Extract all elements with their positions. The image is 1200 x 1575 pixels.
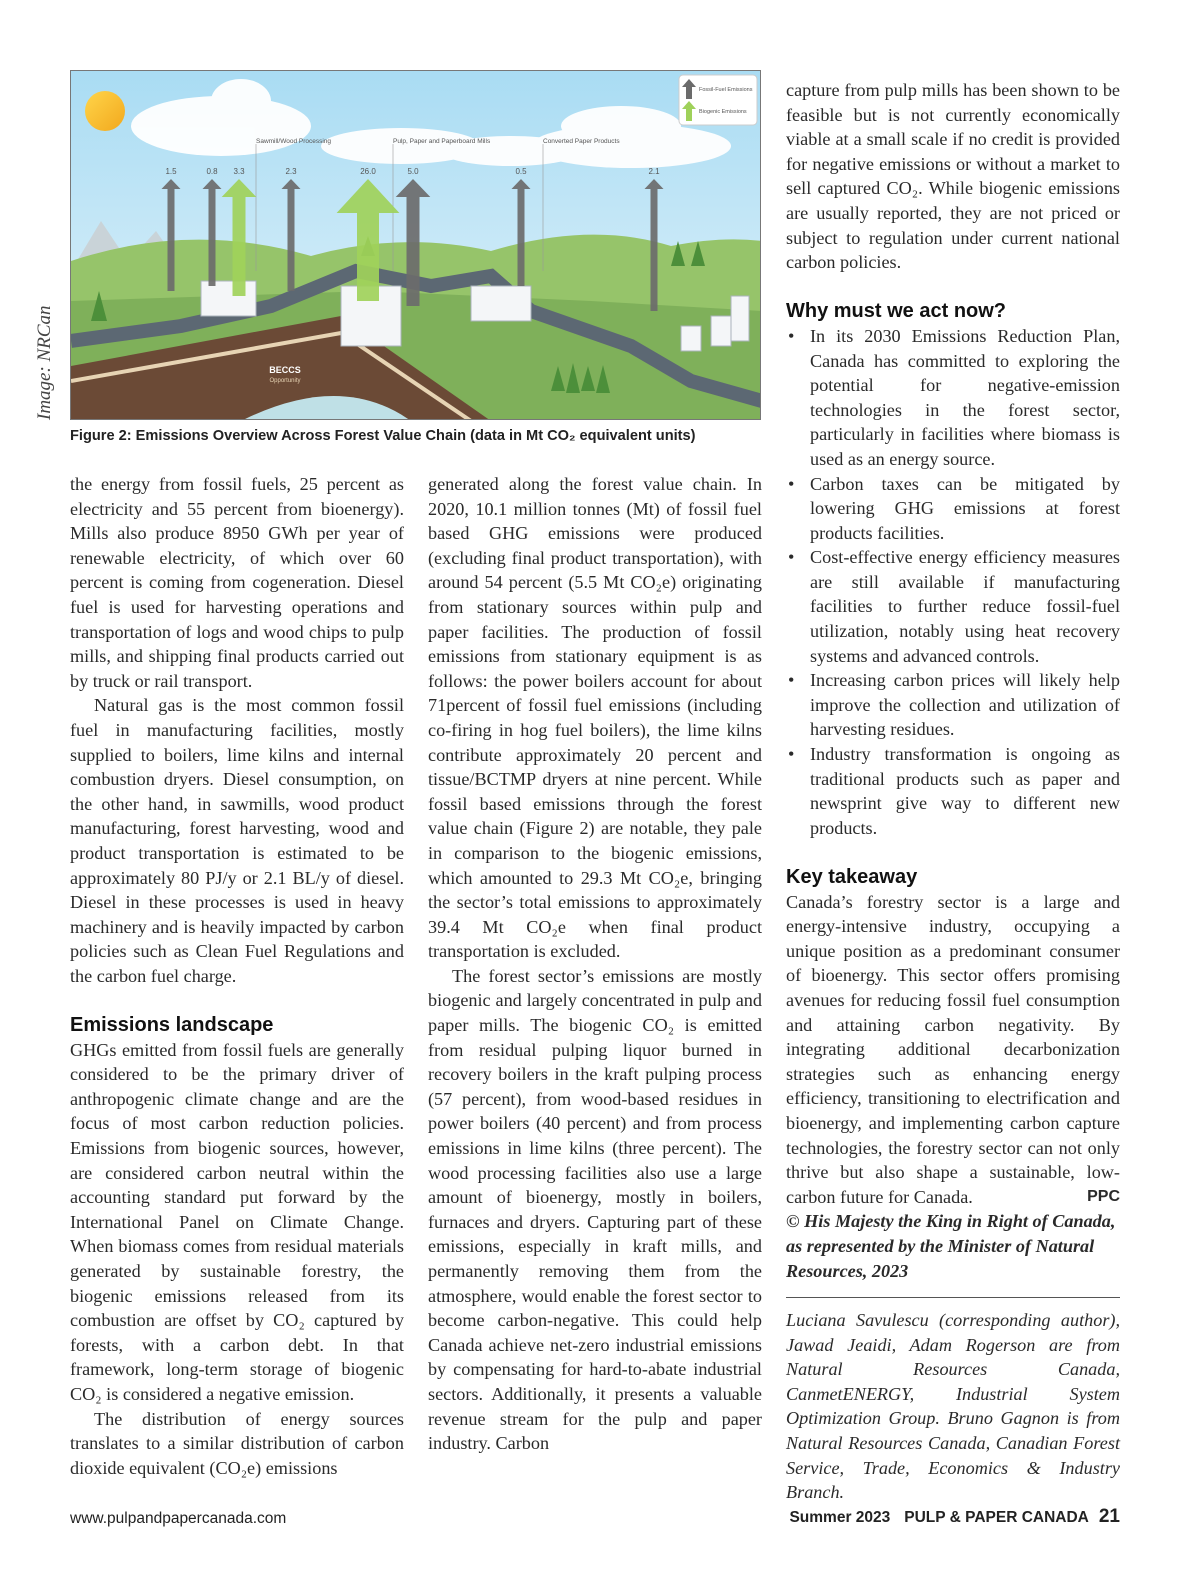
- footer-website-link[interactable]: www.pulpandpapercanada.com: [70, 1510, 287, 1527]
- list-item: [786, 668, 1120, 742]
- bullet-icon: •: [788, 744, 795, 765]
- paragraph: the energy from fossil fuels, 25 percent as electricity and 55 percent from bioenergy). Mills also produce 8950 GWh per year of renewable electricity, of which over 60 percent is coming from cogeneration. Diesel fuel is used for harvesting operations and transportation of logs and wood chips to pulp mills, and shipping final products carried out by truck or rail transport.: [70, 474, 404, 691]
- emission-value-label: 2.1: [648, 167, 660, 176]
- emissions-figure: [70, 70, 761, 420]
- list-item: [786, 324, 1120, 472]
- emission-value-label: 0.5: [515, 167, 527, 176]
- sun-icon: [85, 91, 125, 131]
- paragraph: The forest sector’s emissions are mostly biogenic and largely concentrated in pulp and paper mills. The biogenic CO₂ is emitted from residual pulping liquor burned in recovery boilers in the kraft pulping process (57 percent), from wood-based residues in power boilers (40 percent) and from process emissions in lime kilns (three percent). The wood processing facilities also use a large amount of bioenergy, mostly in boilers, furnaces and dryers. Capturing part of these emissions, especially in kraft mills, and permanently removing them from the atmosphere, would enable the forest sector to become carbon-negative. This could help Canada achieve net-zero industrial emissions by compensating for hard-to-abate industrial sectors. Additionally, it presents a valuable revenue stream for the pulp and paper industry. Carbon: [428, 965, 762, 1454]
- issue-date: Summer 2023: [789, 1509, 891, 1526]
- emission-value-label: 26.0: [360, 167, 376, 176]
- section-heading-key-takeaway: Key takeaway: [786, 866, 918, 888]
- paragraph: generated along the forest value chain. In 2020, 10.1 million tonnes (Mt) of fossil fuel based GHG emissions were produced (excluding final product transportation), with around 54 percent (5.5 Mt CO₂e) originating from stationary sources within pulp and paper facilities. The production of fossil emissions from stationary equipment is as follows: the power boilers account for about 71percent of fossil fuel emissions (including co-firing in hog fuel boilers), the lime kilns contribute approximately 20 percent and tissue/BCTMP dryers at nine percent. While fossil based emissions through the forest value chain (Figure 2) are notable, they pale in comparison to the biogenic emissions, which amounted to 29.3 Mt CO₂e, bringing the sector’s total emissions to approximately 39.4 Mt CO₂e when final product transportation is excluded.: [428, 474, 762, 962]
- list-item-text: Increasing carbon prices will likely help improve the collection and utilization of harvesting residues.: [810, 670, 1120, 740]
- emission-value-label: 3.3: [233, 167, 245, 176]
- list-item: [786, 545, 1120, 668]
- figure-caption: Figure 2: Emissions Overview Across Forest Value Chain (data in Mt CO₂ equivalent units): [70, 428, 696, 444]
- list-item: [786, 742, 1120, 840]
- divider: [786, 1297, 1120, 1298]
- legend-fossil: Fossil-Fuel Emissions: [699, 87, 753, 93]
- list-item-text: Industry transformation is ongoing as traditional products such as paper and newsprint give way to different new products.: [810, 744, 1120, 838]
- emission-value-label: 0.8: [206, 167, 218, 176]
- emission-value-label: 2.3: [285, 167, 297, 176]
- beccs-sublabel: Opportunity: [269, 378, 301, 384]
- section-label-converted-products: Converted Paper Products: [543, 138, 620, 145]
- section-heading-emissions-landscape: Emissions landscape: [70, 1014, 274, 1037]
- bullet-list: [786, 324, 1120, 840]
- bullet-icon: •: [788, 670, 795, 691]
- bullet-icon: •: [788, 473, 795, 494]
- section-label-pulp-mills: Pulp, Paper and Paperboard Mills: [393, 138, 491, 145]
- bullet-icon: •: [788, 547, 795, 568]
- list-item-text: Carbon taxes can be mitigated by lowering GHG emissions at forest products facilities.: [810, 473, 1120, 543]
- paragraph: The distribution of energy sources translates to a similar distribution of carbon dioxide equivalent (CO₂e) emissions: [70, 1408, 404, 1478]
- emission-value-label: 1.5: [165, 167, 177, 176]
- list-item: [786, 472, 1120, 546]
- copyright-notice: © His Majesty the King in Right of Canada, as represented by the Minister of Natural Resources, 2023: [786, 1211, 1116, 1281]
- column-1: [70, 472, 404, 1480]
- footer-issue-info: [789, 1506, 1120, 1528]
- legend-biogenic: Biogenic Emissions: [699, 109, 747, 115]
- list-item-text: Cost-effective energy efficiency measures are still available if manufacturing facilities to further reduce fossil-fuel utilization, notably using heat recovery systems and advanced controls.: [810, 547, 1120, 666]
- paragraph: [786, 890, 1120, 1210]
- paragraph: capture from pulp mills has been shown to be feasible but is not currently economically viable at a small scale if no credit is provided for negative emissions or without a market to sell captured CO₂. While biogenic emissions are usually reported, they are not priced or subject to regulation under current national carbon policies.: [786, 80, 1120, 273]
- magazine-name: PULP & PAPER CANADA: [904, 1509, 1089, 1526]
- image-credit: Image: NRCan: [34, 305, 55, 420]
- section-heading-why-act-now: Why must we act now?: [786, 300, 1007, 323]
- column-2: [428, 472, 762, 1456]
- section-label-sawmill: Sawmill/Wood Processing: [256, 138, 332, 145]
- legend: [679, 75, 757, 125]
- end-sign: PPC: [1087, 1187, 1120, 1205]
- author-bio: Luciana Savulescu (corresponding author), Jawad Jeaidi, Adam Rogerson are from Natural Resources Canada, CanmetENERGY, Industrial System Optimization Group. Bruno Gagnon is from Natural Resources Canada, Canadian Forest Service, Trade, Economics & Industry Branch.: [786, 1310, 1120, 1503]
- paragraph: GHGs emitted from fossil fuels are generally considered to be the primary driver of anthropogenic climate change and are the focus of most carbon reduction policies. Emissions from biogenic sources, however, are considered carbon neutral within the accounting standard put forward by the International Panel on Climate Change. When biomass comes from residual materials generated by sustainable forestry, the biogenic emissions released from its combustion are offset by CO₂ captured by forests, with a carbon debt. In that framework, long-term storage of biogenic CO₂ is considered a negative emission.: [70, 1039, 404, 1404]
- list-item-text: In its 2030 Emissions Reduction Plan, Canada has committed to exploring the potential for negative-emission technologies in the forest sector, particularly in facilities where biomass is used as an energy source.: [810, 325, 1120, 469]
- forest-value-chain-illustration: [71, 71, 761, 420]
- page-number: 21: [1098, 1506, 1120, 1527]
- takeaway-text: Canada’s forestry sector is a large and energy-intensive industry, occupying a unique position as a predominant consumer of bioenergy. This sector offers promising avenues for reducing fossil fuel consumption and attaining carbon negativity. By integrating additional decarbonization strategies such as enhancing energy efficiency, transitioning to electrification and bioenergy, and implementing carbon capture technologies, the forestry sector can not only thrive but also shape a sustainable, low-carbon future for Canada.: [786, 891, 1120, 1207]
- beccs-label: BECCS: [269, 365, 301, 375]
- emission-value-label: 5.0: [407, 167, 419, 176]
- bullet-icon: •: [788, 325, 795, 346]
- column-3: [786, 78, 1120, 1505]
- paragraph: Natural gas is the most common fossil fuel in manufacturing facilities, mostly supplied to boilers, lime kilns and internal combustion dryers. Diesel consumption, on the other hand, in sawmills, wood product manufacturing, forest harvesting, wood and product transportation is estimated to be approximately 80 PJ/y or 2.1 BL/y of diesel. Diesel in these processes is used in heavy machinery and is heavily impacted by carbon policies such as Clean Fuel Regulations and the carbon fuel charge.: [70, 695, 404, 986]
